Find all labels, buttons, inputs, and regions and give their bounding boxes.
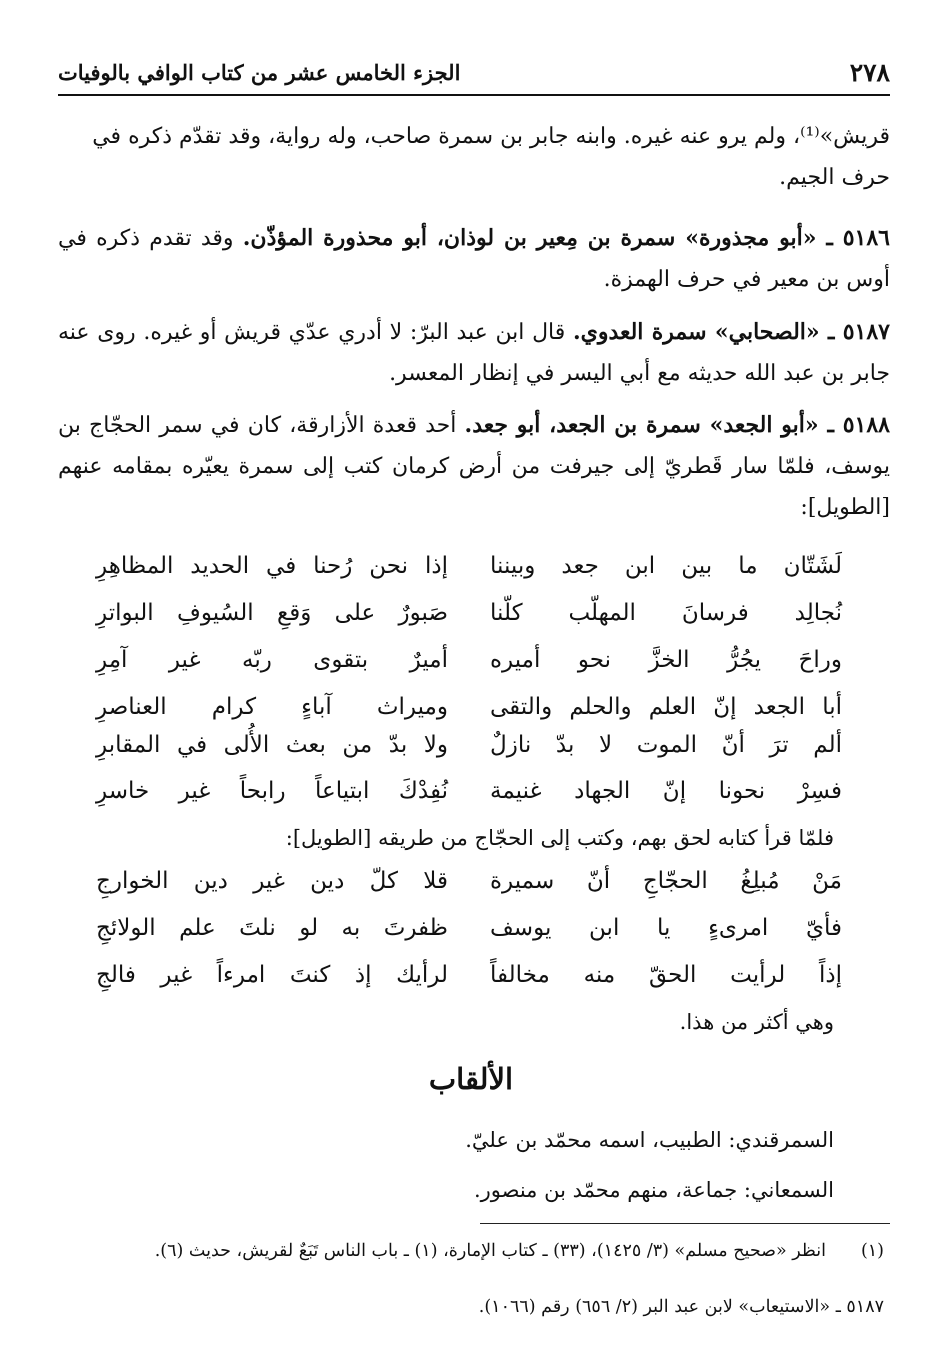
verse-row — [96, 541, 856, 591]
laqab-item: السمرقندي: الطبيب، اسمه محمّد بن عليّ. — [465, 1128, 834, 1152]
intro-line-1: قريش»⁽¹⁾، ولم يرو عنه غيره. وابنه جابر بن سمرة صاحب، وله رواية، وقد تقدّم ذكره في — [92, 124, 890, 149]
intro-line-2: حرف الجيم. — [779, 165, 890, 190]
closing-text: وهي أكثر من هذا. — [679, 1010, 834, 1034]
entry-text: وقد تقدم ذكره في أوس بن معير في حرف الهمزة. — [58, 226, 890, 292]
verse-hemistich-right: فأيّ امرىءٍ يا ابن يوسف — [490, 915, 842, 941]
footnote-1 — [52, 1236, 884, 1266]
verse-hemistich-left: صَبورٌ على وَقعِ السُيوفِ البواترِ — [96, 600, 448, 626]
footnote-2: ٥١٨٧ ـ «الاستيعاب» لابن عبد البر (٢/ ٦٥٦) رقم (١٠٦٦). — [478, 1297, 884, 1317]
verse-hemistich-right: مَنْ مُبلِغُ الحجّاجِ أنّ سميرة — [490, 868, 842, 894]
entry-text: قال ابن عبد البرّ: لا أدري عدّي قريش أو غيره. روى عنه جابر بن عبد الله حديثه مع أبي اليسر في إنظار المعسر. — [58, 320, 890, 386]
entry-5188: ٥١٨٨ ـ «أبو الجعد» سمرة بن الجعد، أبو جعد. أحد قعدة الأزارقة، كان في سمر الحجّاج بن يوسف، فلمّا سار قَطريّ إلى جيرفت من أرض كرمان كتب إلى سمرة يعيّره بمقامه عنهم [الطويل]: — [58, 412, 890, 520]
laqab-item: السمعاني: جماعة، منهم محمّد بن منصور. — [473, 1178, 834, 1202]
page-header — [58, 50, 890, 96]
verse-hemistich-left: وميراث آباءٍ كرام العناصرِ — [96, 694, 448, 720]
entry-text: أحد قعدة الأزارقة، كان في سمر الحجّاج بن يوسف، فلمّا سار قَطريّ إلى جيرفت من أرض كرمان كتب إلى سمرة يعيّره بمقامه عنهم [الطويل]: — [58, 413, 890, 520]
verse-hemistich-left: ولا بدّ من بعث الأُلى في المقابرِ — [96, 732, 448, 758]
verse-hemistich-right: وراحَ يجُرُّ الخزَّ نحو أميره — [490, 647, 842, 673]
entry-number: ٥١٨٨ — [842, 412, 890, 438]
footnote-divider — [480, 1223, 890, 1224]
footnote-text: انظر «صحيح مسلم» (٣/ ١٤٢٥)، (٣٣) ـ كتاب الإمارة، (١) ـ باب الناس تَبَعٌ لقريش، حديث (٦). — [154, 1241, 826, 1261]
entry-5186: ٥١٨٦ ـ «أبو مجذورة» سمرة بن مِعير بن لوذان، أبو محذورة المؤذّن. وقد تقدم ذكره في أوس بن معير في حرف الهمزة. — [58, 225, 890, 292]
verse-hemistich-left: أميرٌ بتقوى ربّه غير آمِرِ — [96, 647, 448, 673]
entry-heading: «أبو مجذورة» سمرة بن مِعير بن لوذان، أبو محذورة المؤذّن. — [242, 225, 817, 251]
verse-hemistich-right: إذاً لرأيت الحقّ منه مخالفاً — [490, 962, 842, 988]
verse-row — [96, 720, 856, 770]
verse-hemistich-left: قلا كلّ دين غير دين الخوارجِ — [96, 868, 448, 894]
verse-hemistich-right: فسِرْ نحونا إنّ الجهاد غنيمة — [490, 778, 842, 804]
verse-row — [96, 635, 856, 685]
verse-hemistich-right: لَشَتّان ما بين ابن جعد وبيننا — [490, 553, 842, 579]
entry-number: ٥١٨٦ — [842, 225, 890, 251]
verse-hemistich-left: إذا نحن رُحنا في الحديد المظاهِرِ — [96, 553, 448, 579]
intro-paragraph — [58, 116, 890, 198]
verse-hemistich-left: ظفرتَ به لو نلتَ علم الولائجِ — [96, 915, 448, 941]
verse-row — [96, 588, 856, 638]
verse-hemistich-right: ألم ترَ أنّ الموت لا بدّ نازلٌ — [490, 732, 842, 758]
entry-heading: «الصحابي» سمرة العدوي. — [572, 319, 820, 345]
page-number: ٢٧٨ — [849, 58, 890, 87]
running-title: الجزء الخامس عشر من كتاب الوافي بالوفيات — [58, 60, 461, 85]
verse-hemistich-right: نُجالِد فرسانَ المهلّب كلّنا — [490, 600, 842, 626]
verse-row — [96, 950, 856, 1000]
verse-row — [96, 856, 856, 906]
verse-row — [96, 766, 856, 816]
entry-heading: «أبو الجعد» سمرة بن الجعد، أبو جعد. — [464, 412, 819, 438]
entry-number: ٥١٨٧ — [842, 319, 890, 345]
section-title: الألقاب — [428, 1062, 514, 1096]
bridge-text: فلمّا قرأ كتابه لحق بهم، وكتب إلى الحجّاج من طريقه [الطويل]: — [285, 826, 834, 850]
verse-hemistich-left: لرأيك إذ كنتَ امرءاً غير فالجِ — [96, 962, 448, 988]
footnote-number: (١) — [860, 1241, 884, 1261]
verse-hemistich-left: نُفِدْكَ ابتياعاً رابحاً غير خاسرِ — [96, 778, 448, 804]
entry-5187: ٥١٨٧ ـ «الصحابي» سمرة العدوي. قال ابن عبد البرّ: لا أدري عدّي قريش أو غيره. روى عنه جابر بن عبد الله حديثه مع أبي اليسر في إنظار المعسر. — [58, 319, 890, 386]
verse-hemistich-right: أبا الجعد إنّ العلم والحلم والتقى — [490, 694, 842, 720]
verse-row — [96, 903, 856, 953]
